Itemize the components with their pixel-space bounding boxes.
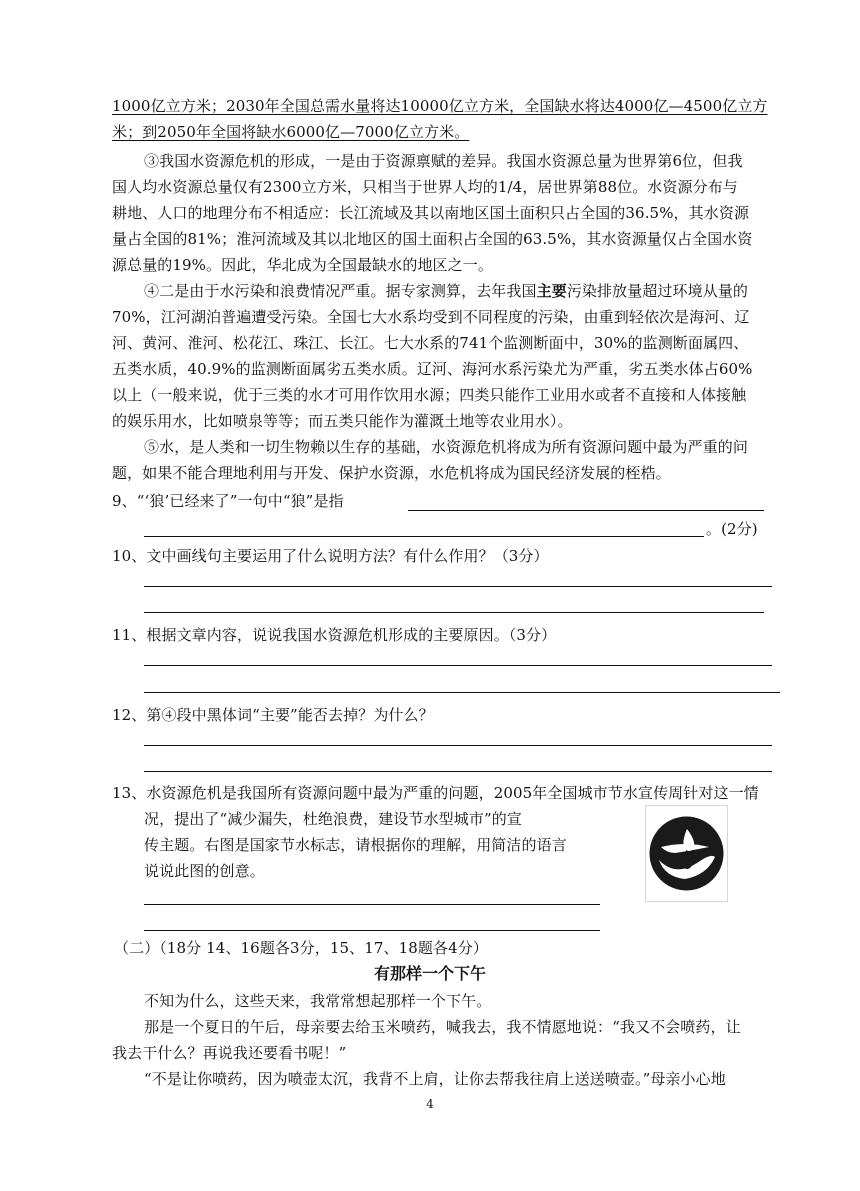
question-13-line-2: 况，提出了“减少漏失，杜绝浪费，建设节水型城市”的宣 [144,810,522,828]
paragraph-4-line-6: 的娱乐用水，比如喷泉等等；而五类只能作为灌溉土地等农业用水）。 [112,412,573,430]
answer-line-q12-a[interactable] [144,745,772,746]
paragraph-4-line-2: 70%，江河湖泊普遍遭受污染。全国七大水系均受到不同程度的污染，由重到轻依次是海河、辽 [112,308,750,326]
question-13-line-1: 13、水资源危机是我国所有资源问题中最为严重的问题，2005年全国城市节水宣传周针对这一情 [112,784,759,802]
story-title: 有那样一个下午 [373,964,486,983]
paragraph-3-line-5: 源总量的19%。因此，华北成为全国最缺水的地区之一。 [112,256,493,274]
paragraph-3-line-2: 国人均水资源总量仅有2300立方米，只相当于世界人均的1/4，居世界第88位。水资源分布与 [112,178,738,196]
question-9-score: 。(2分) [706,520,758,538]
answer-line-q10-a[interactable] [144,586,772,587]
answer-line-q11-a[interactable] [144,665,772,666]
paragraph-3-line-3: 耕地、人口的地理分布不相适应：长江流域及其以南地区国土面积只占全国的36.5%，其水资源 [112,204,750,222]
bold-word-zhuyao: 主要 [536,282,567,300]
answer-line-q11-b[interactable] [144,692,780,693]
paragraph-5-line-1: ⑤水，是人类和一切生物赖以生存的基础，水资源危机将成为所有资源问题中最为严重的问 [144,438,749,456]
paragraph-3-line-1: ③我国水资源危机的形成，一是由于资源禀赋的差异。我国水资源总量为世界第6位，但我 [144,152,743,170]
question-13-line-3: 传主题。右图是国家节水标志，请根据你的理解，用简洁的语言 [144,836,567,854]
answer-line-q12-b[interactable] [144,771,772,772]
paragraph-4-line-1-post: 污染排放量超过环境从量的 [566,282,749,300]
paragraph-4-line-4: 五类水质，40.9%的监测断面属劣五类水质。辽河、海河水系污染尤为严重，劣五类水体占60% [112,360,753,378]
answer-line-q9-b[interactable] [144,536,704,537]
question-13-line-4: 说说此图的创意。 [144,862,265,880]
paragraph-4-line-1 [144,280,748,302]
section-2-header: （二）（18分 14、16题各3分，15、17、18题各4分） [114,939,488,957]
story-line-1: 不知为什么，这些天来，我常常想起那样一个下午。 [144,992,492,1010]
paragraph-3-line-4: 量占全国的81%；淮河流域及其以北地区的国土面积占全国的63.5%，其水资源量仅占全国水资 [112,230,753,248]
page-number: 4 [426,1097,434,1111]
answer-line-q13-b[interactable] [144,930,600,931]
story-line-4: “不是让你喷药，因为喷壶太沉，我背不上肩，让你去帮我往肩上送送喷壶。”母亲小心地 [144,1070,726,1088]
paragraph-4-line-1-pre: ④二是由于水污染和浪费情况严重。据专家测算，去年我国 [144,282,537,300]
passage-underlined-line-2: 米；到2050年全国将缺水6000亿—7000亿立方米。 [112,123,470,141]
story-line-3: 我去干什么？再说我还要看书呢！” [112,1044,347,1062]
answer-line-q10-b[interactable] [144,612,764,613]
answer-line-q9-a[interactable] [408,510,764,511]
passage-underlined-line-1: 1000亿立方米；2030年全国总需水量将达10000亿立方米，全国缺水将达4000亿—4500亿立方 [112,97,768,115]
question-12: 12、第④段中黑体词“主要”能否去掉？为什么？ [112,706,434,724]
question-10: 10、文中画线句主要运用了什么说明方法？有什么作用？（3分） [112,547,549,565]
answer-line-q13-a[interactable] [144,904,600,905]
question-11: 11、根据文章内容，说说我国水资源危机形成的主要原因。（3分） [112,626,557,644]
paragraph-4-line-5: 以上（一般来说，优于三类的水才可用作饮用水源；四类只能作工业用水或者不直接和人体接触 [112,386,747,404]
paragraph-4-line-3: 河、黄河、淮河、松花江、珠江、长江。七大水系的741个监测断面中，30%的监测断面属四、 [112,334,749,352]
paragraph-5-line-2: 题，如果不能合理地利用与开发、保护水资源，水危机将成为国民经济发展的桎梏。 [112,464,671,482]
question-9: 9、“‘狼’已经来了”一句中“狼”是指 [112,492,344,510]
water-saving-logo-icon [645,805,728,902]
story-line-2: 那是一个夏日的午后，母亲要去给玉米喷药，喊我去，我不情愿地说：“我又不会喷药，让 [144,1018,741,1036]
